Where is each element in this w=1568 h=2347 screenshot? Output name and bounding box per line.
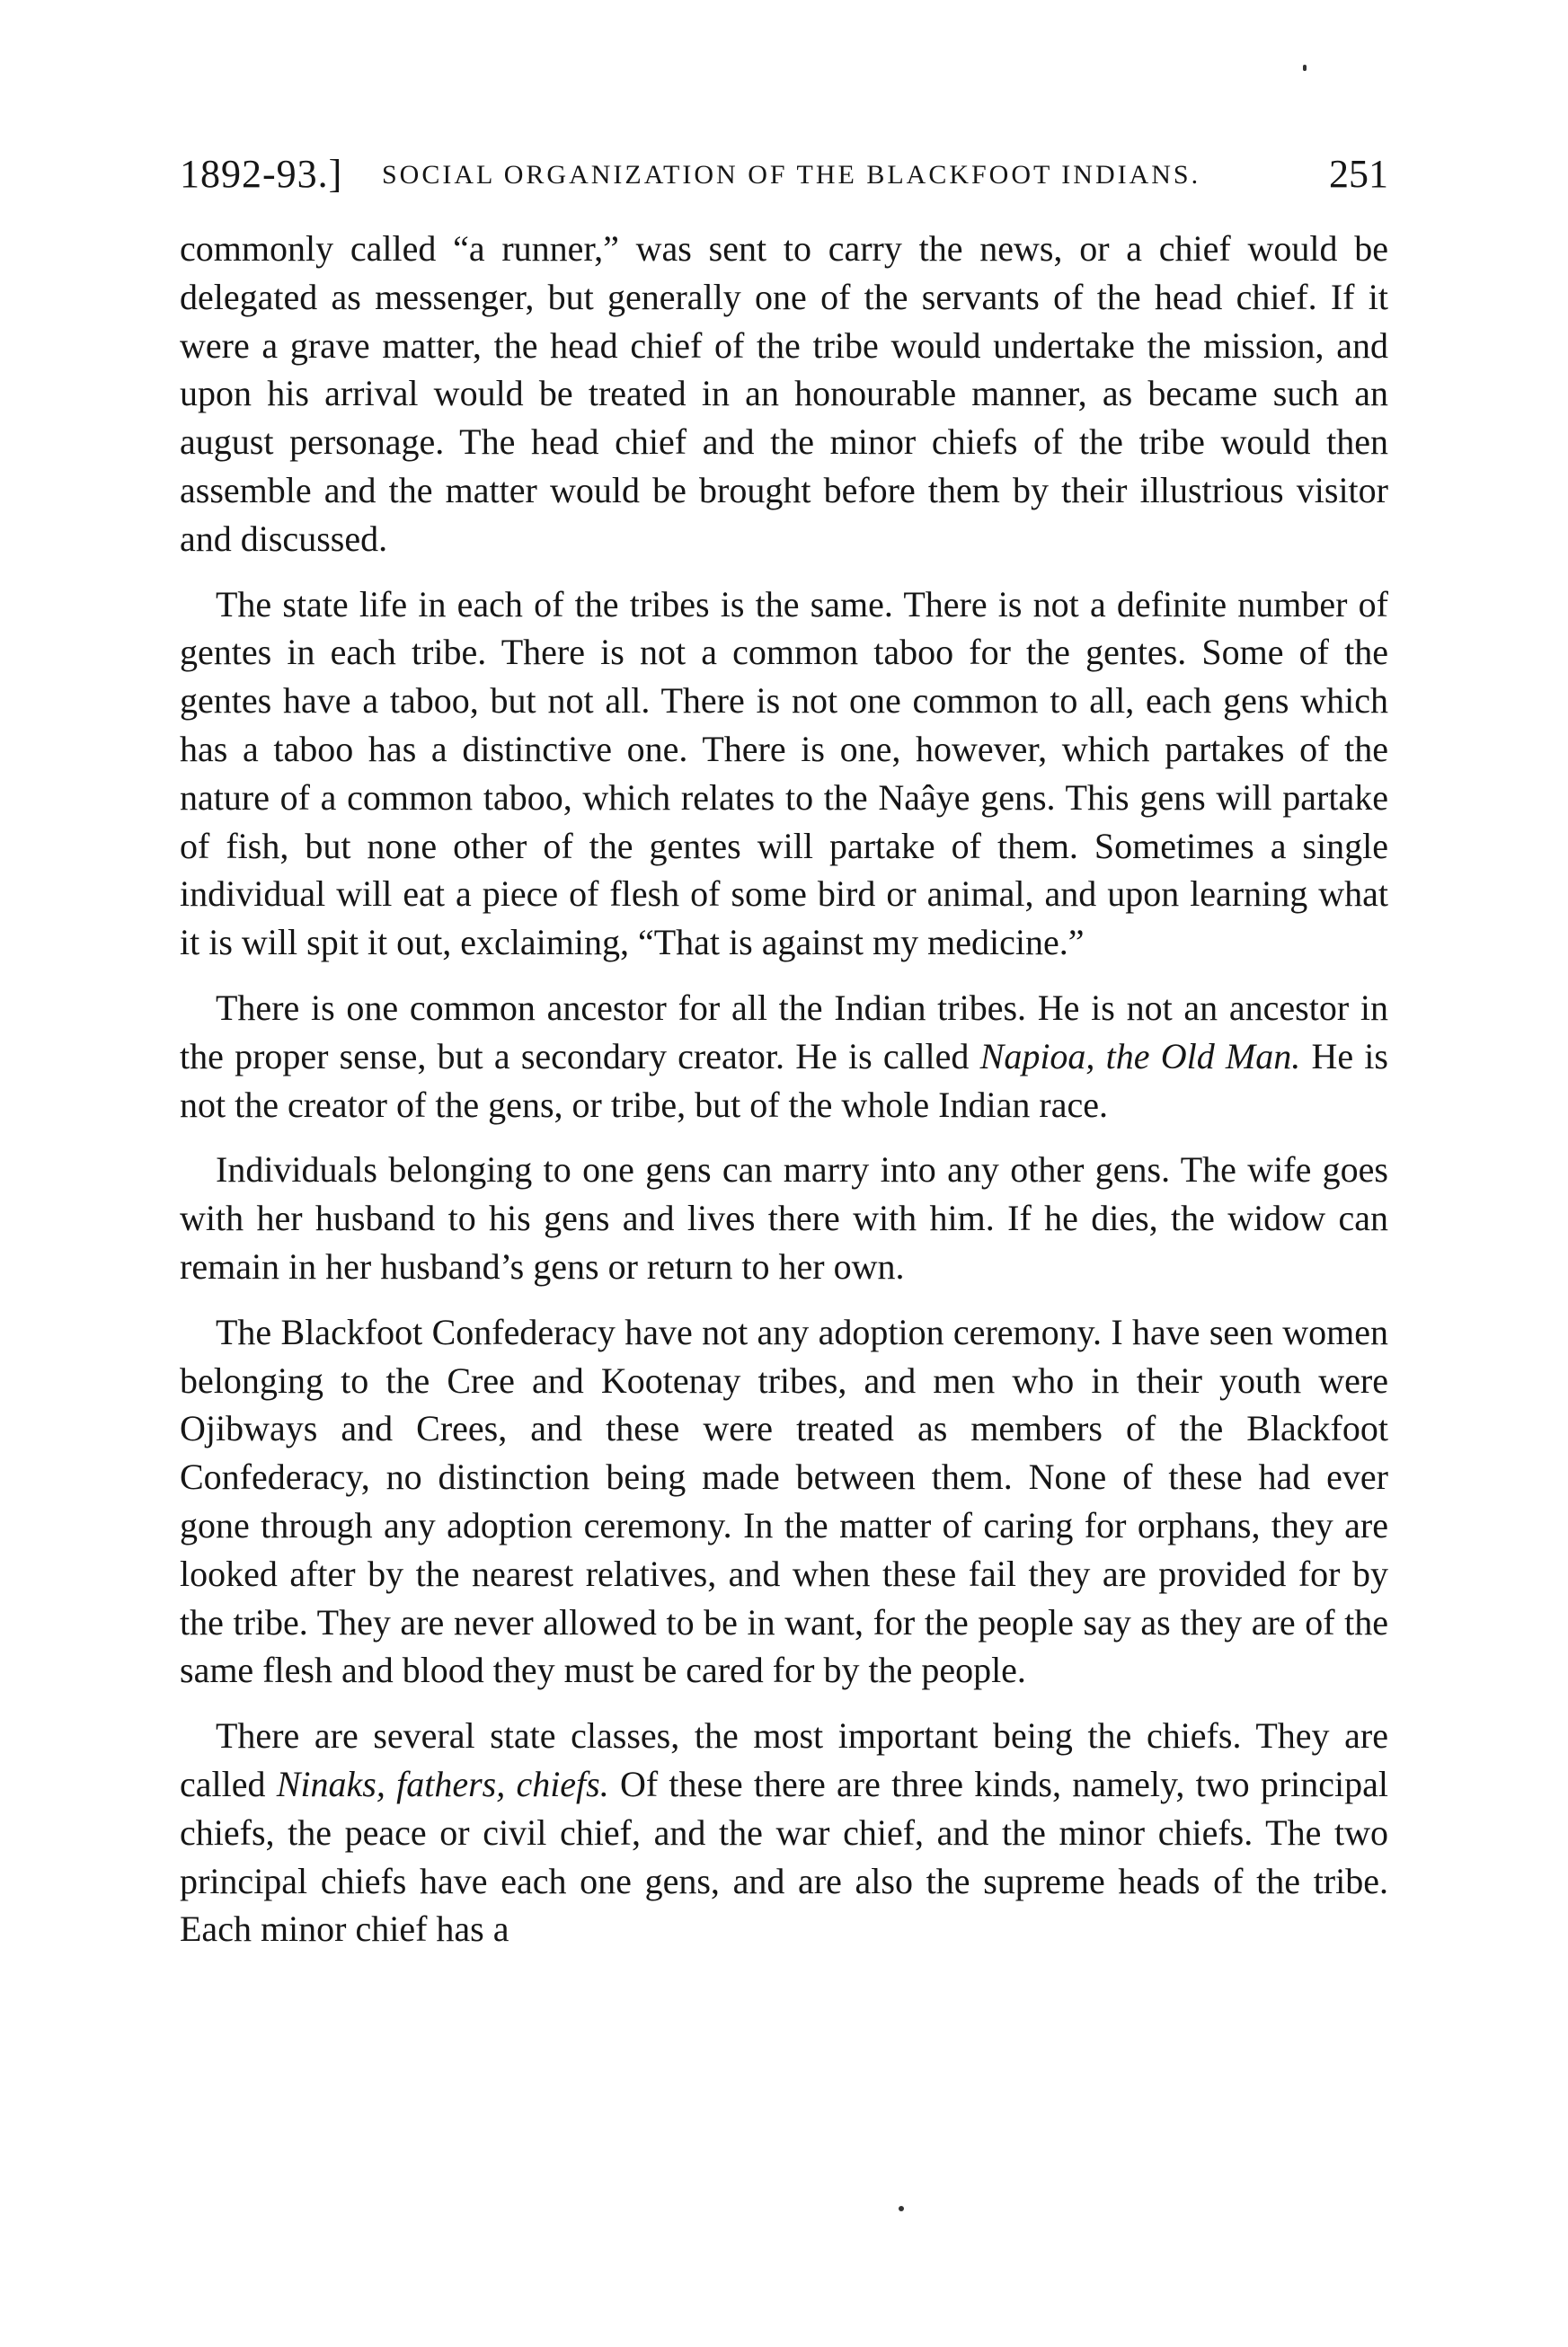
paragraph-adoption: The Blackfoot Confederacy have not any adoption ceremony. I have seen women belonging to the Cree and Kootenay tribes, and men who in their youth were Ojibways and Crees, and these were treated as members of the Blackfoot Confederacy, no distinction being made between them. None of these had ever gone through any adoption ceremony. In the matter of caring for orphans, they are looked after by the nearest relatives, and when these fail they are provided for by the tribe. They are never allowed to be in want, for the people say as they are of the same flesh and blood they must be cared for by the people. <box>180 1311 1388 1691</box>
ancestor-text-before: There is one common ancestor for all the Indian tribes. He is not an ancestor in the proper sense, but a secondary creator. He is called <box>180 987 1388 1076</box>
body-text <box>180 225 1388 1971</box>
paragraph-continued: commonly called “a runner,” was sent to carry the news, or a chief would be delegated as messenger, but generally one of the servants of the head chief. If it were a grave matter, the head chief of the tribe would undertake the mission, and upon his arrival would be treated in an honourable manner, as became such an august personage. The head chief and the minor chiefs of the tribe would then assemble and the matter would be brought before them by their illustrious visitor and discussed. <box>180 228 1388 559</box>
classes-italic-name: Ninaks, fathers, chiefs. <box>276 1763 609 1804</box>
header-volume-year: 1892-93.] <box>180 152 343 196</box>
ancestor-text-after: He is not the creator of the gens, or tribe, but of the whole Indian race. <box>180 1035 1388 1125</box>
scan-speck-bottom <box>899 2206 904 2211</box>
page-number: 251 <box>1329 152 1388 196</box>
ancestor-italic-name: Napioa, the Old Man. <box>979 1035 1301 1076</box>
paragraph-state-classes <box>180 1712 1388 1953</box>
paragraph-state-life: The state life in each of the tribes is the same. There is not a definite number of gentes in each tribe. There is not a common taboo for the gentes. Some of the gentes have a taboo, but not all. There is not one common to all, each gens which has a taboo has a distinctive one. There is one, however, which partakes of the nature of a common taboo, which relates to the Naâye gens. This gens will partake of fish, but none other of the gentes will partake of them. Sometimes a single individual will eat a piece of flesh of some bird or animal, and upon learning what it is will spit it out, exclaiming, “That is against my medicine.” <box>180 583 1388 963</box>
paragraph-marriage: Individuals belonging to one gens can marry into any other gens. The wife goes with her husband to his gens and lives there with him. If he dies, the widow can remain in her husband’s gens or return to her own. <box>180 1149 1388 1287</box>
scan-speck <box>1303 65 1307 71</box>
paragraph-common-ancestor <box>180 984 1388 1129</box>
running-header <box>180 151 1388 205</box>
header-running-title: SOCIAL ORGANIZATION OF THE BLACKFOOT INDIANS. <box>382 160 1201 190</box>
classes-text-after: Of these there are three kinds, namely, two principal chiefs, the peace or civil chief, and the war chief, and the minor chiefs. The two principal chiefs have each one gens, and are also the supreme heads of the tribe. Each minor chief has a <box>180 1763 1388 1950</box>
classes-text-before: There are several state classes, the most important being the chiefs. They are called <box>180 1715 1388 1804</box>
